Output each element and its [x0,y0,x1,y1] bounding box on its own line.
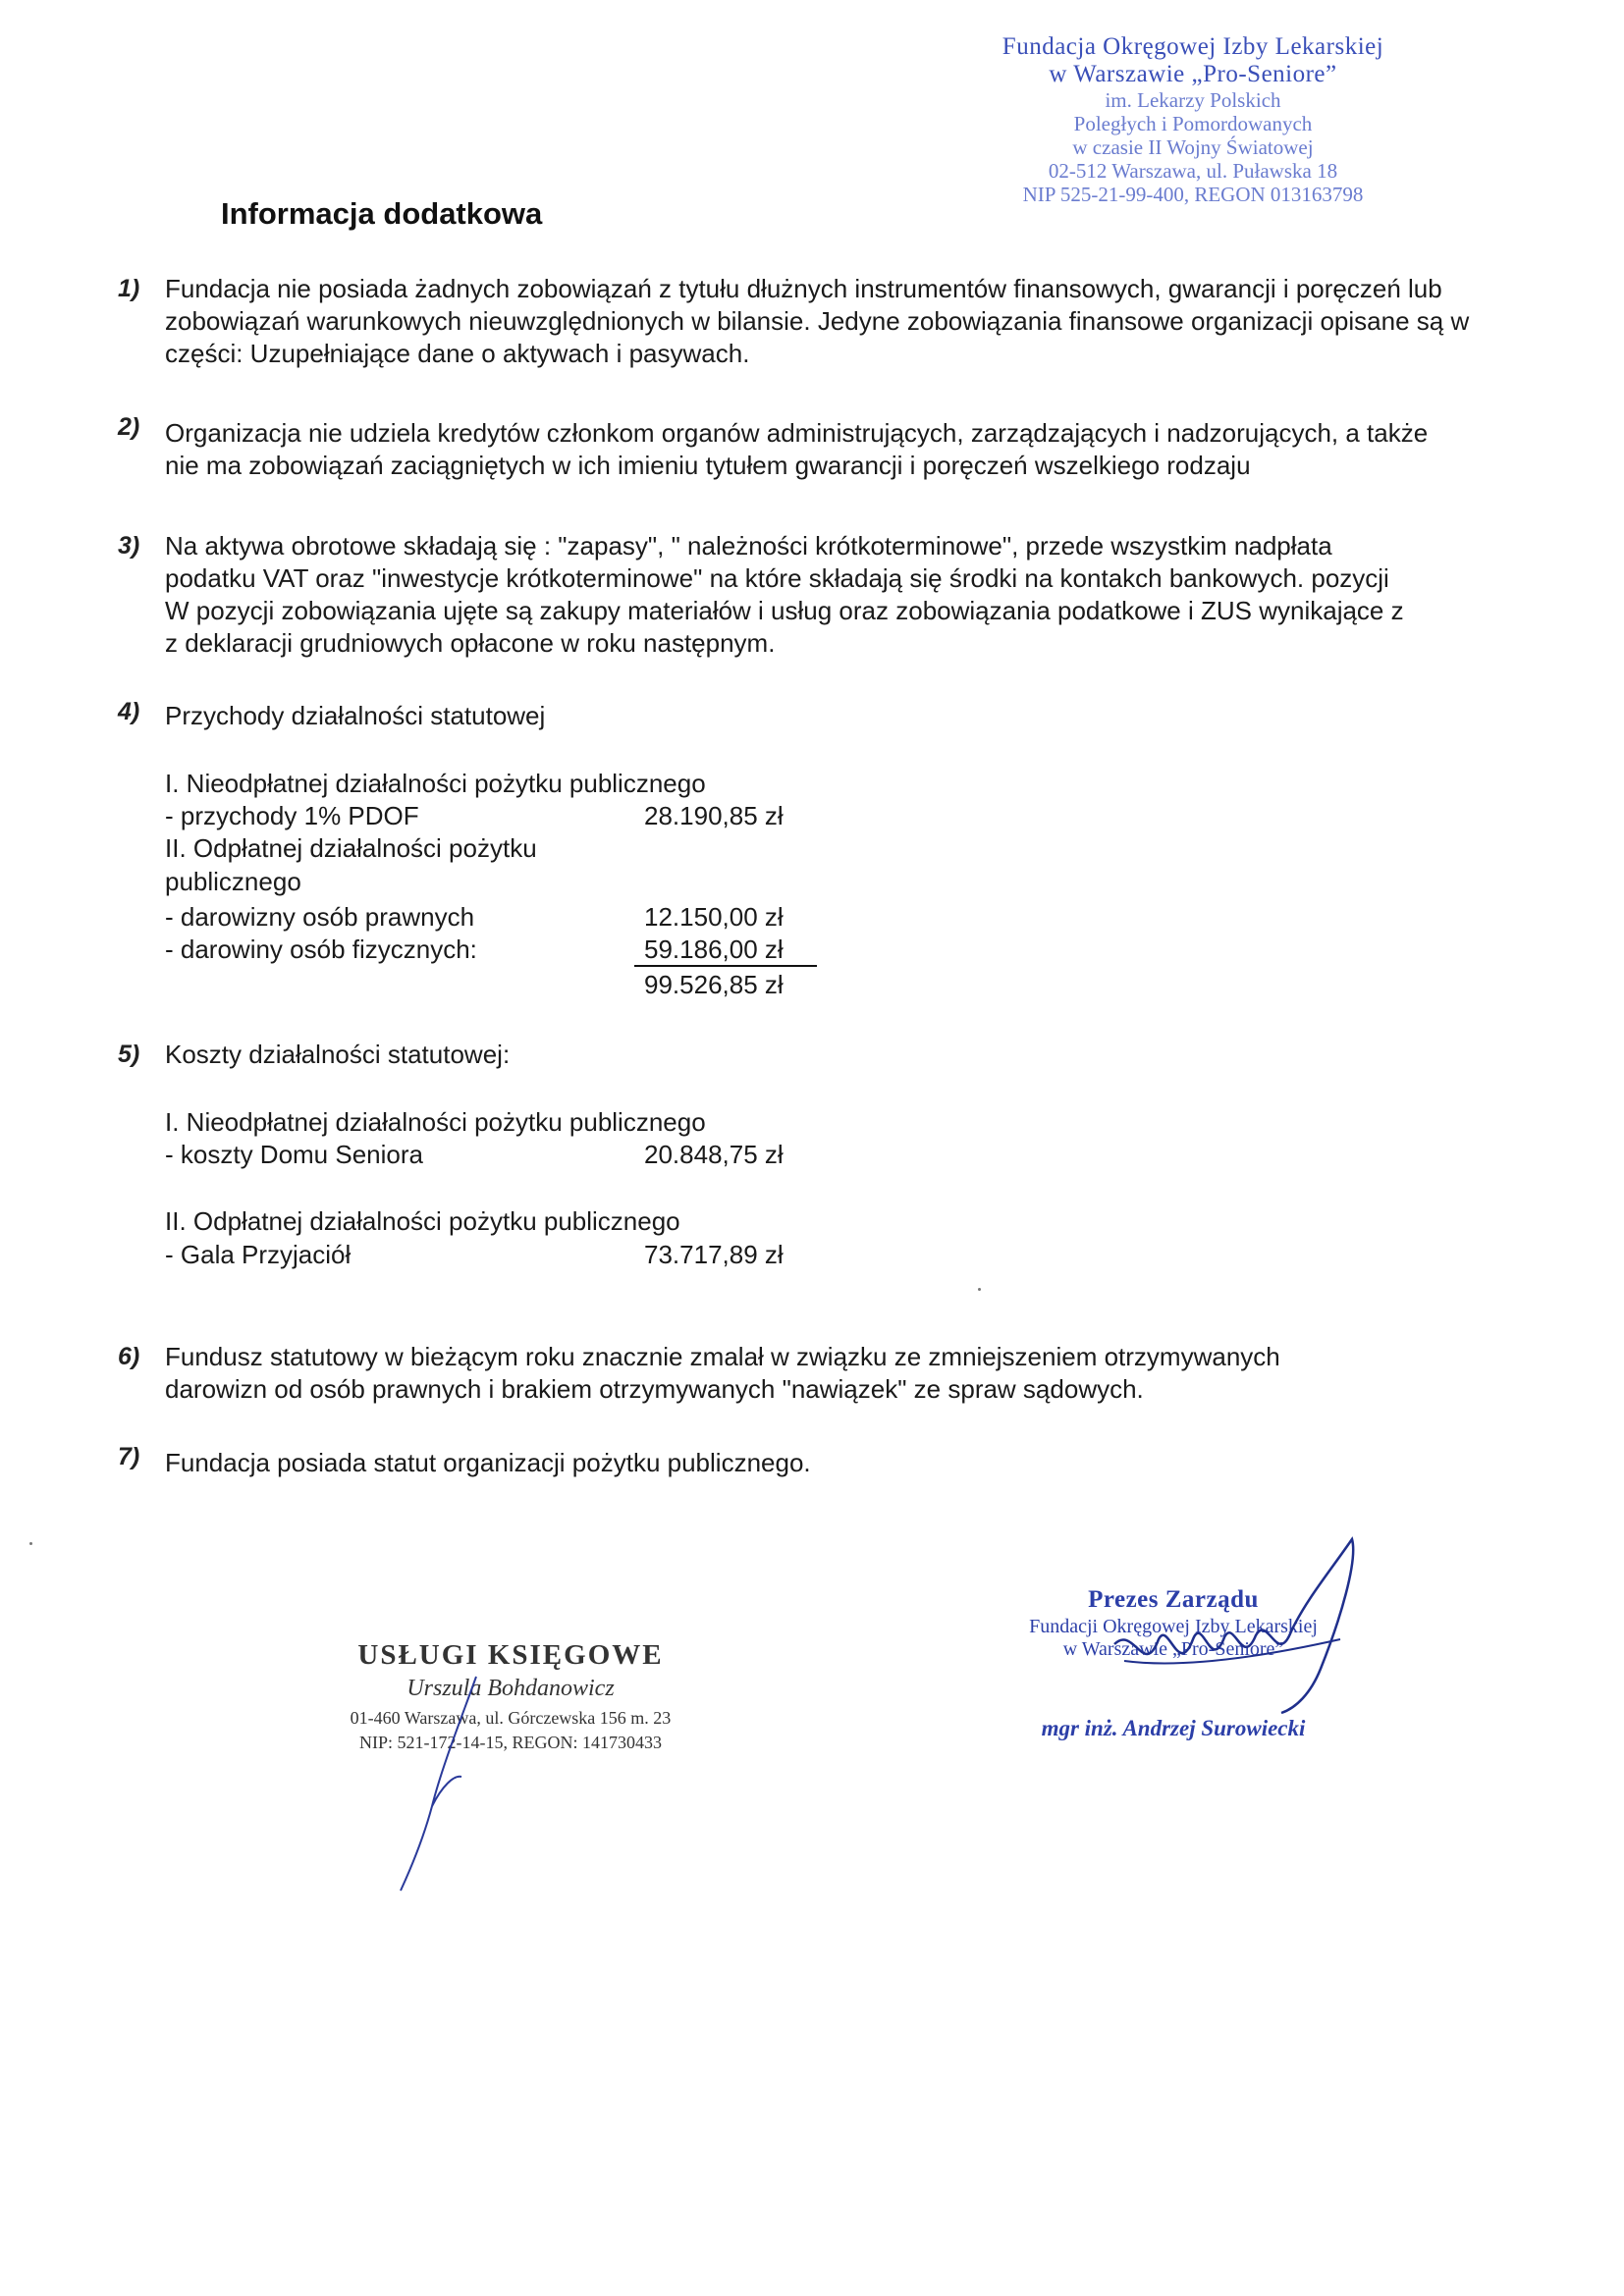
text-line: Przychody działalności statutowej [165,701,546,730]
stamp-role: Prezes Zarządu [1088,1586,1259,1613]
text-line: podatku VAT oraz "inwestycje krótkoterminowe" na które składają się środki na kontakch bankowych. pozycji [165,563,1389,593]
text-line: Koszty działalności statutowej: [165,1040,511,1069]
stamp-line: 02-512 Warszawa, ul. Puławska 18 [1048,159,1338,183]
stamp-line: im. Lekarzy Polskich [1105,88,1281,112]
item-number: 6) [118,1343,140,1370]
item-text [165,273,1530,370]
stamp-line: Poległych i Pomordowanych [1073,112,1313,135]
item-text [165,1447,1530,1479]
text-line: W pozycji zobowiązania ujęte są zakupy materiałów i usług oraz zobowiązania podatkowe i ZUS wynikające z [165,596,1404,625]
stamp-firm-name: USŁUGI KSIĘGOWE [357,1639,664,1671]
stamp-org-line: Fundacji Okręgowej Izby Lekarskiej [1029,1616,1318,1637]
revenue-item-amount: 12.150,00 zł [644,902,784,932]
text-line: Organizacja nie udziela kredytów członkom organów administrujących, zarządzających i nadzorujących, a także [165,418,1429,448]
cost-item-label: - Gala Przyjaciół [165,1240,352,1269]
item-text [165,1039,1530,1071]
stamp-address: 01-460 Warszawa, ul. Górczewska 156 m. 23 [350,1708,672,1728]
president-signature [1095,1531,1409,1728]
stamp-org-line: w Warszawie „Pro-Seniore” [1062,1638,1284,1660]
revenue-item-amount: 59.186,00 zł [644,934,784,964]
item-number: 3) [118,532,140,560]
item-number: 2) [118,413,140,441]
revenue-item-label: - przychody 1% PDOF [165,801,419,830]
revenue-item-label: - darowizny osób prawnych [165,902,475,932]
stamp-person-name: Urszula Bohdanowicz [406,1676,615,1701]
item-number: 7) [118,1443,140,1470]
accounting-stamp [314,1639,707,1753]
item-number: 5) [118,1041,140,1068]
stamp-signatory-name: mgr inż. Andrzej Surowiecki [1041,1716,1306,1740]
revenue-total: 99.526,85 zł [644,970,784,999]
revenue-item-label: - darowiny osób fizycznych: [165,934,477,964]
stamp-line: w Warszawie „Pro-Seniore” [1049,61,1337,87]
item-number: 1) [118,275,140,302]
text-line: Fundusz statutowy w bieżącym roku znacznie zmalał w związku ze zmniejszeniem otrzymywanych [165,1342,1280,1371]
item-text [165,530,1530,660]
item-text [165,700,1530,732]
revenue-section-heading: I. Nieodpłatnej działalności pożytku publicznego [165,769,706,798]
sum-divider [634,965,817,967]
cost-item-label: - koszty Domu Seniora [165,1140,423,1169]
scan-speck [978,1288,981,1291]
cost-section-heading: I. Nieodpłatnej działalności pożytku publicznego [165,1107,706,1137]
text-line: Fundacja posiada statut organizacji pożytku publicznego. [165,1448,811,1477]
accountant-signature [383,1669,501,1895]
item-text [165,1341,1530,1406]
cost-item-amount: 20.848,75 zł [644,1140,784,1169]
item-number: 4) [118,698,140,725]
revenue-section-heading: publicznego [165,867,301,896]
cost-item-amount: 73.717,89 zł [644,1240,784,1269]
stamp-line: w czasie II Wojny Światowej [1072,135,1314,159]
revenue-section-heading: II. Odpłatnej działalności pożytku [165,833,537,863]
text-line: Na aktywa obrotowe składają się : "zapasy", " należności krótkoterminowe", przede wszystkim nadpłata [165,531,1332,561]
stamp-line: Fundacja Okręgowej Izby Lekarskiej [1001,33,1384,60]
text-line: z deklaracji grudniowych opłacone w roku następnym. [165,628,776,658]
cost-section-heading: II. Odpłatnej działalności pożytku publicznego [165,1206,680,1236]
page-title: Informacja dodatkowa [221,196,543,231]
revenue-item-amount: 28.190,85 zł [644,801,784,830]
text-line: nie ma zobowiązań zaciągniętych w ich imieniu tytułem gwarancji i poręczeń wszelkiego rodzaju [165,451,1251,480]
foundation-stamp [957,33,1429,206]
text-line: darowizn od osób prawnych i brakiem otrzymywanych "nawiązek" ze spraw sądowych. [165,1374,1144,1404]
text-line: Fundacja nie posiada żadnych zobowiązań z tytułu dłużnych instrumentów finansowych, gwarancji i poręczeń lub [165,274,1442,303]
text-line: części: Uzupełniające dane o aktywach i pasywach. [165,339,750,368]
stamp-line: NIP 525-21-99-400, REGON 013163798 [1022,183,1364,206]
stamp-tax-ids: NIP: 521-172-14-15, REGON: 141730433 [359,1733,662,1752]
text-line: zobowiązań warunkowych nieuwzględnionych w bilansie. Jedyne zobowiązania finansowe organizacji opisane są w [165,306,1470,336]
item-text [165,417,1530,482]
scan-speck [29,1542,32,1545]
